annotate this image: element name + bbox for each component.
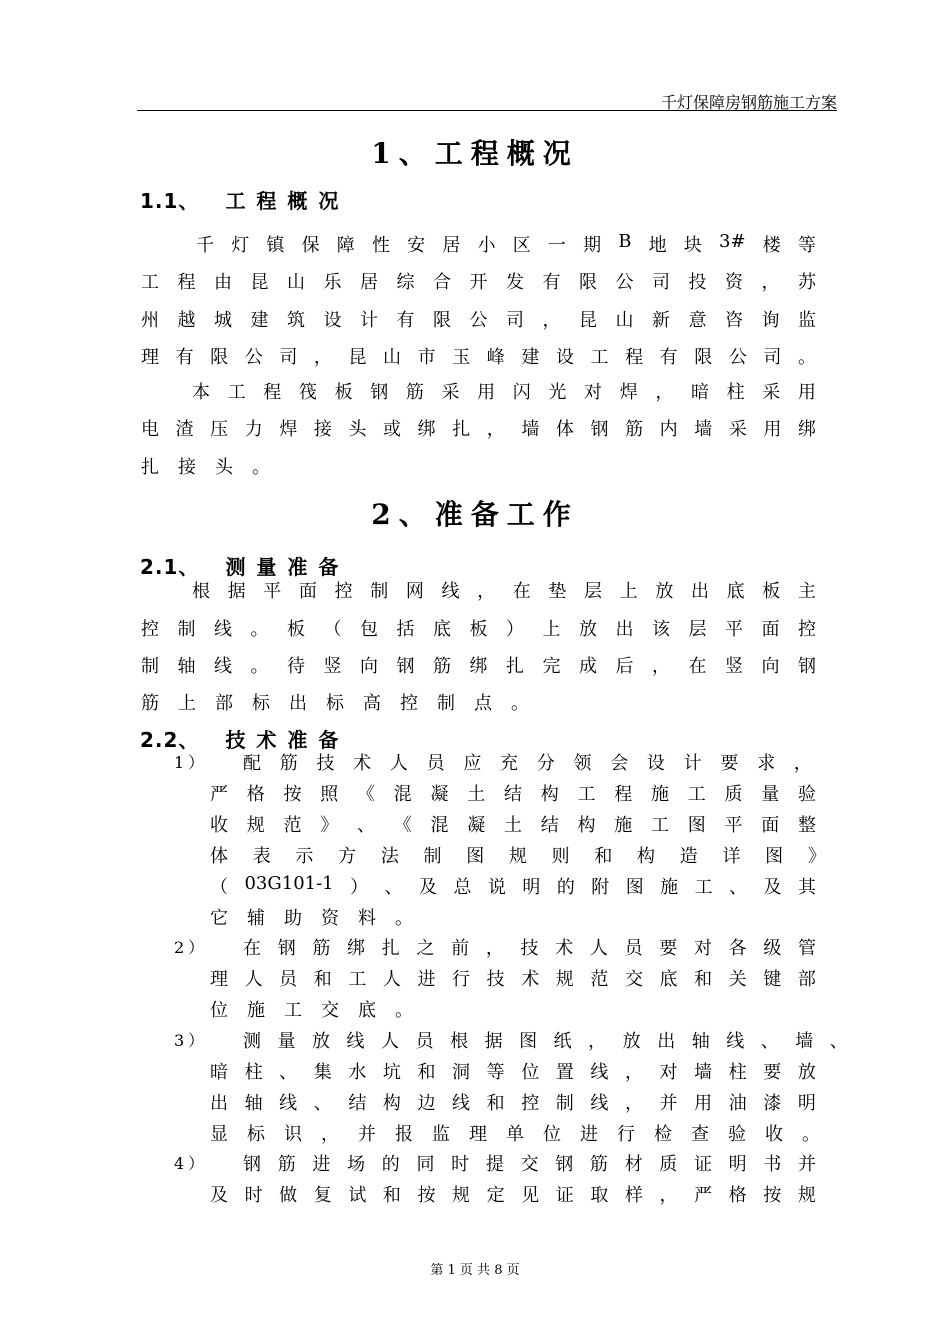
paragraph-line: 扎 接 头 。: [141, 457, 270, 478]
paragraph-line: 本 工 程 筏 板 钢 筋 采 用 闪 光 对 焊 ， 暗 柱 采 用: [192, 382, 816, 403]
subsection-title: 工程概况: [225, 189, 350, 213]
list-item-number: 1）: [174, 753, 209, 772]
paragraph-line: 理 有 限 公 司 ， 昆 山 市 玉 峰 建 设 工 程 有 限 公 司 。: [141, 347, 816, 368]
subsection-title: 技术准备: [225, 728, 350, 752]
list-item-line: 显 标 识 ， 并 报 监 理 单 位 进 行 检 查 验 收 。: [210, 1124, 820, 1145]
list-item-line: 位 施 工 交 底 。: [210, 1000, 413, 1021]
section-heading-2: 2、准备工作: [371, 498, 579, 531]
subsection-number: 1.1、: [140, 189, 200, 213]
list-item-line: 出 轴 线 、 结 构 边 线 和 控 制 线 ， 并 用 油 漆 明: [210, 1093, 816, 1114]
subsection-heading-2-1: [140, 551, 349, 580]
list-item-number: 4）: [174, 1154, 209, 1173]
subsection-number: 2.2、: [140, 728, 200, 752]
list-item-line: 及 时 做 复 试 和 按 规 定 见 证 取 样 ， 严 格 按 规: [210, 1185, 816, 1206]
paragraph-line: 控 制 线 。 板 （ 包 括 底 板 ） 上 放 出 该 层 平 面 控: [141, 619, 816, 640]
document-title: 千灯保障房钢筋施工方案: [660, 93, 837, 112]
subsection-title: 测量准备: [225, 555, 350, 579]
paragraph-line: 千 灯 镇 保 障 性 安 居 小 区 一 期 B 地 块 3# 楼 等: [196, 231, 816, 256]
paragraph-line: 电 渣 压 力 焊 接 头 或 绑 扎 ， 墙 体 钢 筋 内 墙 采 用 绑: [141, 419, 816, 440]
list-item-line: 体 表 示 方 法 制 图 规 则 和 构 造 详 图 》: [210, 846, 826, 867]
paragraph-line: 筋 上 部 标 出 标 高 控 制 点 。: [141, 693, 529, 714]
list-item-line: （ 03G101-1 ） 、 及 总 说 明 的 附 图 施 工 、 及 其: [210, 873, 816, 898]
subsection-number: 2.1、: [140, 555, 200, 579]
paragraph-line: 制 轴 线 。 待 竖 向 钢 筋 绑 扎 完 成 后 ， 在 竖 向 钢: [141, 656, 816, 677]
paragraph-line: 工 程 由 昆 山 乐 居 综 合 开 发 有 限 公 司 投 资 ， 苏: [141, 272, 816, 293]
list-item-line: 它 辅 助 资 料 。: [210, 908, 413, 929]
list-item-line: 在 钢 筋 绑 扎 之 前 ， 技 术 人 员 要 对 各 级 管: [243, 938, 816, 959]
list-item-line: 暗 柱 、 集 水 坑 和 洞 等 位 置 线 ， 对 墙 柱 要 放: [210, 1062, 816, 1083]
list-item-line: 配 筋 技 术 人 员 应 充 分 领 会 设 计 要 求 ，: [243, 753, 812, 774]
header-divider: [137, 110, 837, 111]
list-item-line: 钢 筋 进 场 的 同 时 提 交 钢 筋 材 质 证 明 书 并: [243, 1154, 816, 1175]
subsection-heading-1-1: [140, 185, 349, 214]
list-item-line: 理 人 员 和 工 人 进 行 技 术 规 范 交 底 和 关 键 部: [210, 969, 816, 990]
page-footer: 第 1 页 共 8 页: [430, 1263, 520, 1278]
list-item-number: 3）: [174, 1031, 209, 1050]
list-item-line: 严 格 按 照 《 混 凝 土 结 构 工 程 施 工 质 量 验: [210, 784, 816, 805]
paragraph-line: 州 越 城 建 筑 设 计 有 限 公 司 ， 昆 山 新 意 咨 询 监: [141, 310, 816, 331]
list-item-line: 收 规 范 》 、 《 混 凝 土 结 构 施 工 图 平 面 整: [210, 815, 816, 836]
paragraph-line: 根 据 平 面 控 制 网 线 ， 在 垫 层 上 放 出 底 板 主: [192, 581, 816, 602]
section-heading-1: 1、工程概况: [371, 137, 579, 170]
list-item-number: 2）: [174, 938, 209, 957]
list-item-line: 测 量 放 线 人 员 根 据 图 纸 ， 放 出 轴 线 、 墙 、: [243, 1031, 848, 1052]
